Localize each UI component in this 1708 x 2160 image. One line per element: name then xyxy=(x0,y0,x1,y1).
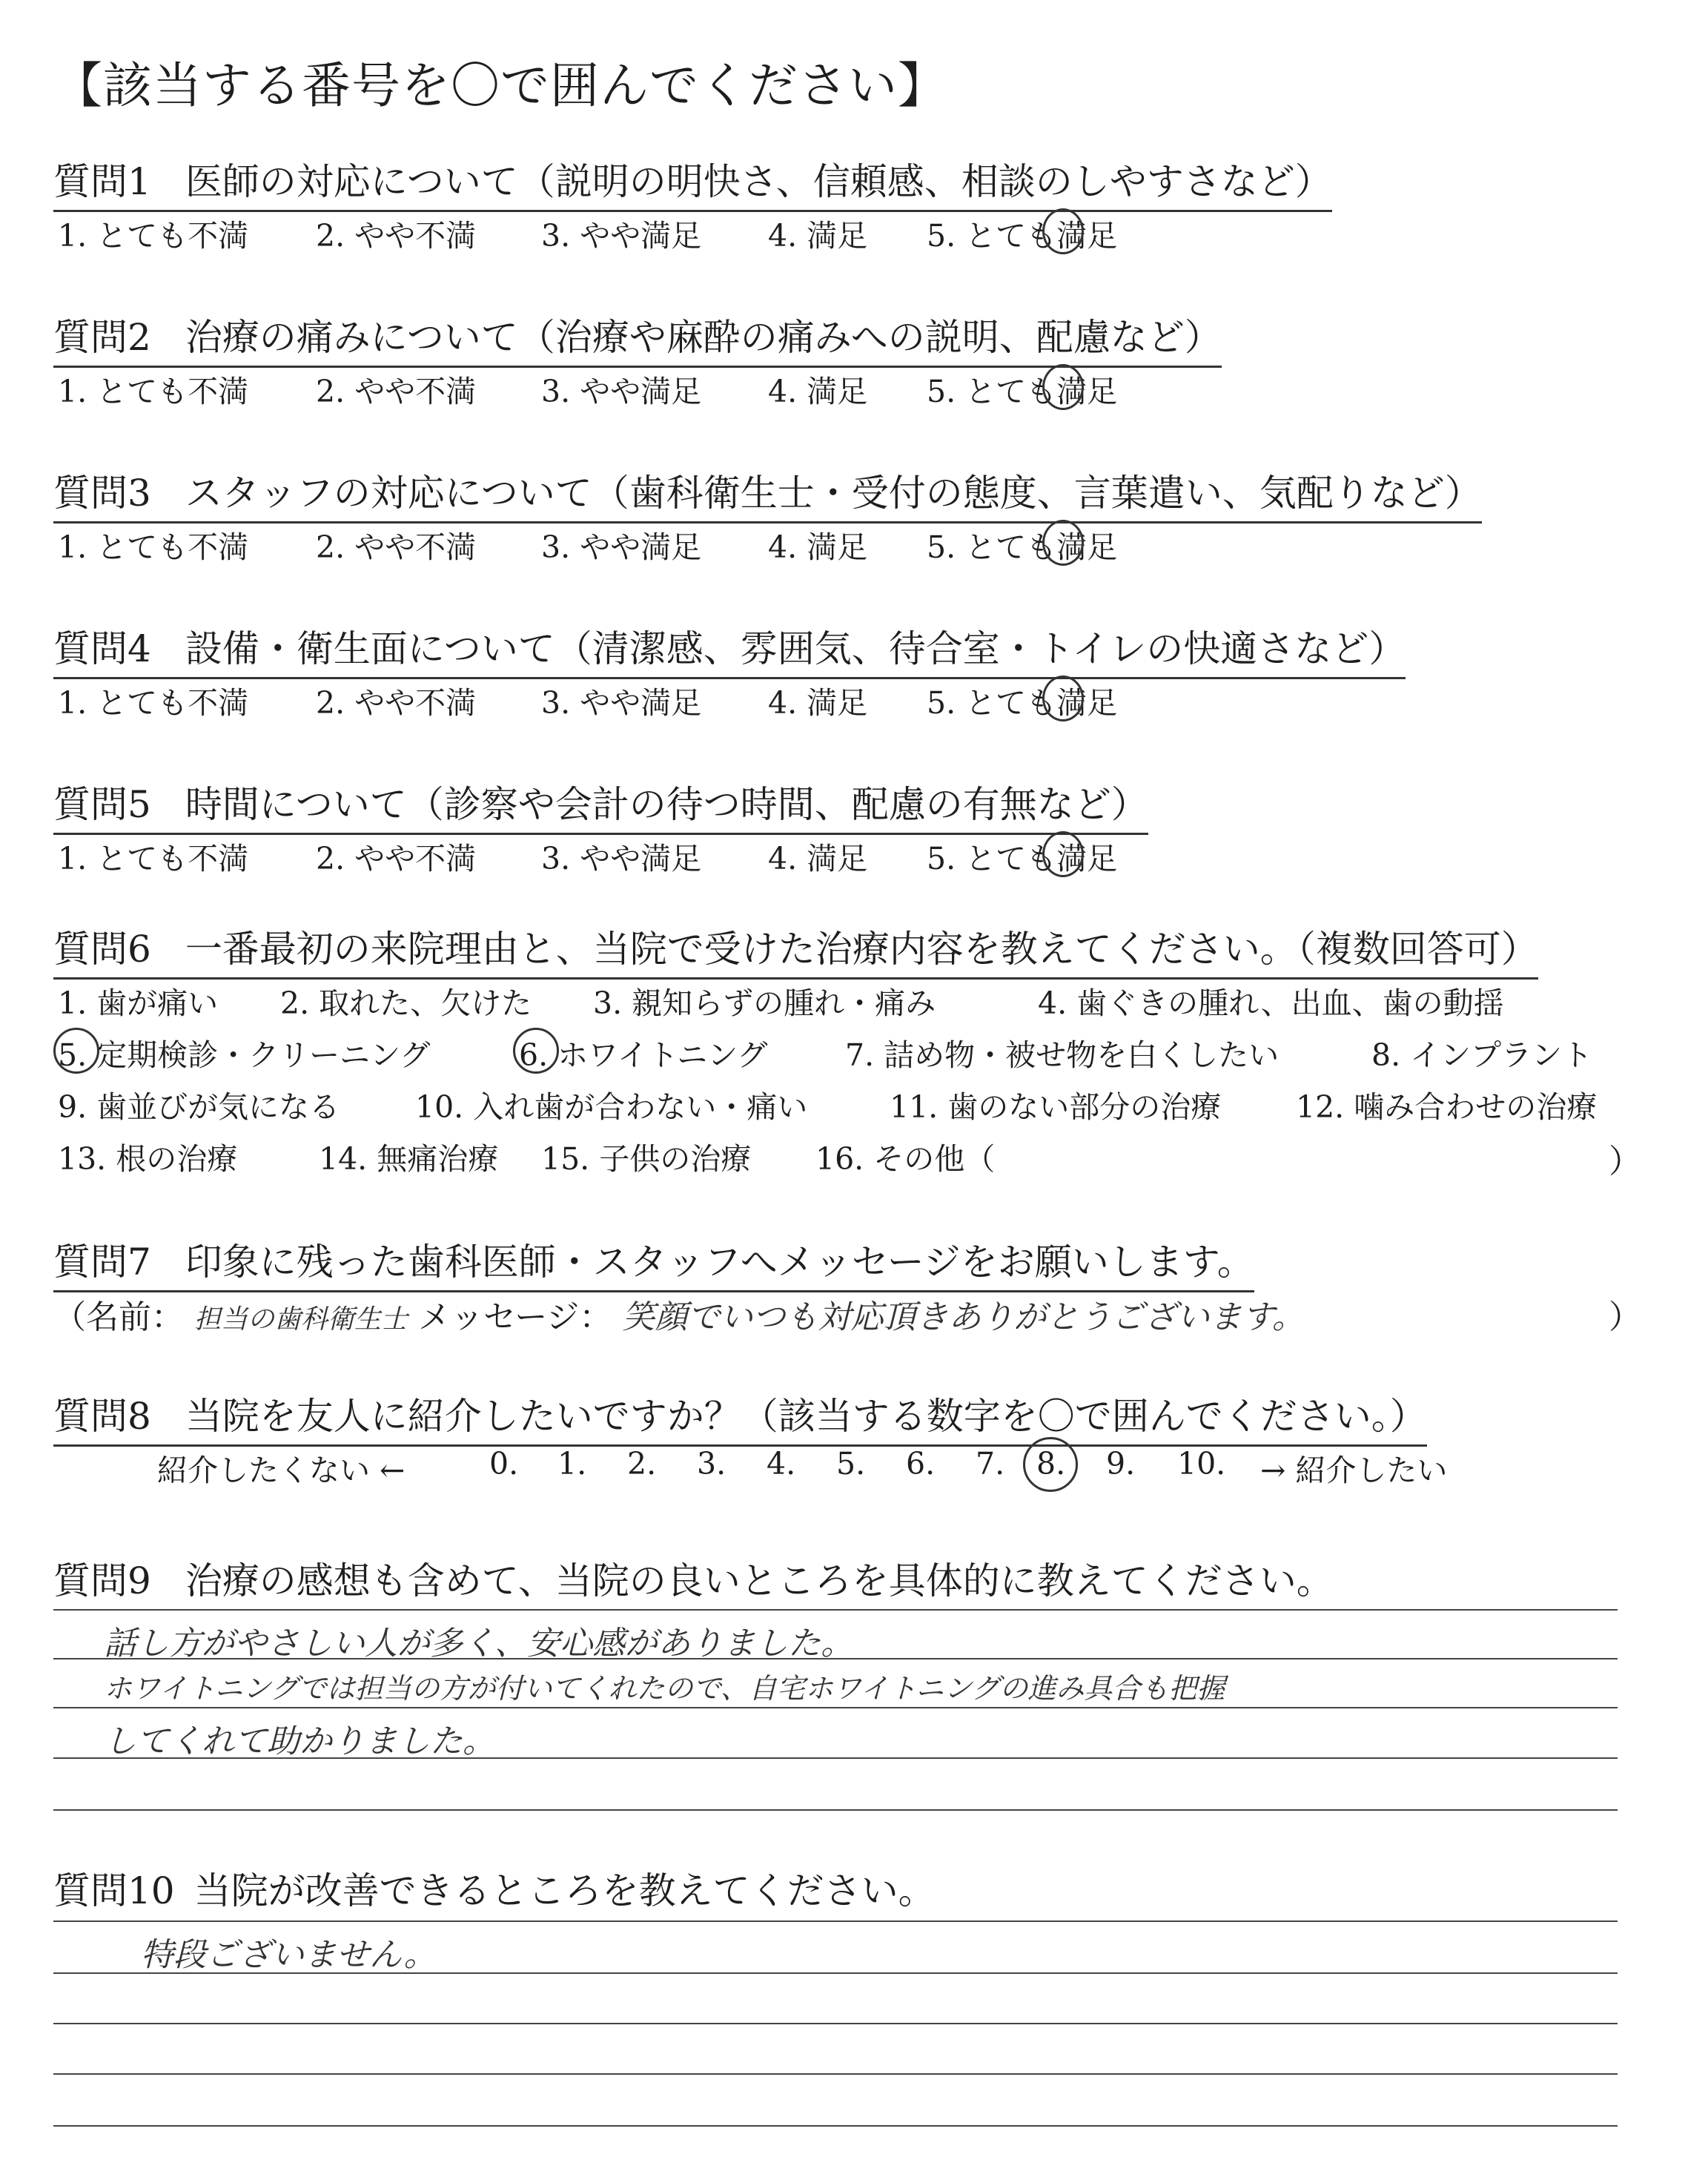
q8-scale-0[interactable]: 0. xyxy=(489,1446,519,1482)
q3-label: 質問3 xyxy=(53,472,151,515)
q10-text: 当院が改善できるところを教えてください。 xyxy=(193,1869,936,1912)
q9-answer-line-3 xyxy=(53,1707,1618,1708)
q5-text: 時間について（診察や会計の待つ時間、配慮の有無など） xyxy=(185,783,1148,826)
q6-option-1[interactable]: 1. 歯が痛い xyxy=(58,985,219,1021)
q5-option-2[interactable]: 2. やや不満 xyxy=(316,841,477,876)
q4-option-1[interactable]: 1. とても不満 xyxy=(58,685,249,721)
q7-name-prefix: （名前： xyxy=(53,1298,184,1336)
q7-heading xyxy=(53,1232,1254,1292)
q4-text: 設備・衛生面について（清潔感、雰囲気、待合室・トイレの快適さなど） xyxy=(185,627,1406,670)
q10-answer-line-3 xyxy=(53,2023,1618,2024)
q2-option-1[interactable]: 1. とても不満 xyxy=(58,374,249,409)
q8-scale-2[interactable]: 2. xyxy=(627,1446,657,1482)
q4-option-2[interactable]: 2. やや不満 xyxy=(316,685,477,721)
q6-heading xyxy=(53,919,1538,980)
q8-left-label: 紹介したくない ← xyxy=(157,1453,406,1488)
q8-scale-10[interactable]: 10. xyxy=(1177,1446,1226,1482)
q9-answer-line-5 xyxy=(53,1809,1618,1811)
q5-label: 質問5 xyxy=(53,783,151,826)
q10-answer-line-5 xyxy=(53,2125,1618,2127)
q4-option-5[interactable]: 5. とても満足 xyxy=(927,685,1118,721)
q4-label: 質問4 xyxy=(53,627,151,670)
q8-right-label: → 紹介したい xyxy=(1260,1453,1448,1488)
q7-message-value[interactable]: 笑顔でいつも対応頂きありがとうございます。 xyxy=(622,1298,1305,1336)
q1-label: 質問1 xyxy=(53,160,151,203)
q6-option-10[interactable]: 10. 入れ歯が合わない・痛い xyxy=(415,1089,808,1125)
q6-option-3[interactable]: 3. 親知らずの腫れ・痛み xyxy=(593,985,936,1021)
q8-label: 質問8 xyxy=(53,1395,151,1438)
q10-answer-line-1 xyxy=(53,1920,1618,1922)
q2-heading xyxy=(53,308,1222,368)
q6-option-9[interactable]: 9. 歯並びが気になる xyxy=(58,1089,340,1125)
q3-option-2[interactable]: 2. やや不満 xyxy=(316,529,477,565)
q6-option-14[interactable]: 14. 無痛治療 xyxy=(319,1141,499,1177)
q5-option-4[interactable]: 4. 満足 xyxy=(768,841,868,876)
q8-scale-3[interactable]: 3. xyxy=(697,1446,726,1482)
form-title: 【該当する番号を〇で囲んでください】 xyxy=(53,57,947,114)
q4-selection-circle xyxy=(1042,676,1084,721)
q8-scale-7[interactable]: 7. xyxy=(976,1446,1005,1482)
q1-heading xyxy=(53,152,1332,212)
q5-heading xyxy=(53,775,1148,835)
q5-option-3[interactable]: 3. やや満足 xyxy=(541,841,702,876)
q3-text: スタッフの対応について（歯科衛生士・受付の態度、言葉遣い、気配りなど） xyxy=(185,472,1482,515)
q6-selection-circle-1 xyxy=(53,1028,99,1074)
q9-answer-line-1 xyxy=(53,1609,1618,1611)
q1-text: 医師の対応について（説明の明快さ、信頼感、相談のしやすさなど） xyxy=(185,160,1332,203)
q7-name-value[interactable]: 担当の歯科衛生士 xyxy=(194,1304,408,1335)
q3-option-1[interactable]: 1. とても不満 xyxy=(58,529,249,565)
q8-scale-4[interactable]: 4. xyxy=(767,1446,796,1482)
q2-text: 治療の痛みについて（治療や麻酔の痛みへの説明、配慮など） xyxy=(185,316,1222,359)
q2-option-2[interactable]: 2. やや不満 xyxy=(316,374,477,409)
q6-option-13[interactable]: 13. 根の治療 xyxy=(58,1141,238,1177)
q7-text: 印象に残った歯科医師・スタッフへメッセージをお願いします。 xyxy=(185,1241,1254,1284)
q8-scale-1[interactable]: 1. xyxy=(557,1446,587,1482)
q1-option-2[interactable]: 2. やや不満 xyxy=(316,218,477,254)
q8-selection-circle xyxy=(1023,1437,1078,1492)
q1-selection-circle xyxy=(1042,208,1084,254)
q1-option-1[interactable]: 1. とても不満 xyxy=(58,218,249,254)
q2-selection-circle xyxy=(1042,364,1084,410)
q5-selection-circle xyxy=(1042,831,1084,877)
q2-option-5[interactable]: 5. とても満足 xyxy=(927,374,1118,409)
q3-option-3[interactable]: 3. やや満足 xyxy=(541,529,702,565)
q1-option-3[interactable]: 3. やや満足 xyxy=(541,218,702,254)
q6-text: 一番最初の来院理由と、当院で受けた治療内容を教えてください。（複数回答可） xyxy=(185,928,1538,971)
q7-label: 質問7 xyxy=(53,1241,151,1284)
q2-option-3[interactable]: 3. やや満足 xyxy=(541,374,702,409)
q8-scale-6[interactable]: 6. xyxy=(906,1446,936,1482)
q5-option-1[interactable]: 1. とても不満 xyxy=(58,841,249,876)
q4-option-4[interactable]: 4. 満足 xyxy=(768,685,868,721)
q6-option-5[interactable]: 5. 定期検診・クリーニング xyxy=(58,1037,431,1073)
q9-label: 質問9 xyxy=(53,1559,151,1602)
q2-option-4[interactable]: 4. 満足 xyxy=(768,374,868,409)
q10-answer-text-1[interactable]: 特段ございません。 xyxy=(141,1936,437,1974)
q5-option-5[interactable]: 5. とても満足 xyxy=(927,841,1118,876)
q10-heading xyxy=(53,1861,936,1915)
q9-answer-text-1[interactable]: 話し方がやさしい人が多く、安心感がありました。 xyxy=(104,1625,854,1662)
q9-answer-text-2[interactable]: ホワイトニングでは担当の方が付いてくれたので、自宅ホワイトニングの進み具合も把握 xyxy=(104,1672,1225,1705)
q4-option-3[interactable]: 3. やや満足 xyxy=(541,685,702,721)
q3-selection-circle xyxy=(1042,520,1084,566)
q6-option-8[interactable]: 8. インプラント xyxy=(1371,1037,1593,1073)
q3-option-4[interactable]: 4. 満足 xyxy=(768,529,868,565)
q10-answer-line-4 xyxy=(53,2073,1618,2075)
q6-option-7[interactable]: 7. 詰め物・被せ物を白くしたい xyxy=(845,1037,1280,1073)
q3-heading xyxy=(53,463,1482,524)
q8-scale-5[interactable]: 5. xyxy=(836,1446,866,1482)
q6-option-15[interactable]: 15. 子供の治療 xyxy=(541,1141,752,1177)
q6-option-6[interactable]: 6. ホワイトニング xyxy=(519,1037,768,1073)
q8-text: 当院を友人に紹介したいですか？（該当する数字を〇で囲んでください。） xyxy=(185,1395,1427,1438)
q7-message-row xyxy=(53,1290,1305,1338)
q8-scale-8[interactable]: 8. xyxy=(1036,1446,1066,1482)
q6-option-16[interactable]: 16. その他（ xyxy=(815,1141,996,1177)
q6-close-paren: ） xyxy=(1609,1143,1641,1180)
q6-option-12[interactable]: 12. 噛み合わせの治療 xyxy=(1296,1089,1598,1125)
q1-option-4[interactable]: 4. 満足 xyxy=(768,218,868,254)
q6-option-4[interactable]: 4. 歯ぐきの腫れ、出血、歯の動揺 xyxy=(1038,985,1504,1021)
q6-option-11[interactable]: 11. 歯のない部分の治療 xyxy=(890,1089,1222,1125)
q6-label: 質問6 xyxy=(53,928,151,971)
q2-label: 質問2 xyxy=(53,316,151,359)
q1-option-5[interactable]: 5. とても満足 xyxy=(927,218,1118,254)
q6-option-2[interactable]: 2. 取れた、欠けた xyxy=(280,985,532,1021)
q7-close-paren: ） xyxy=(1609,1298,1641,1336)
q7-message-label: メッセージ： xyxy=(418,1298,612,1336)
q4-heading xyxy=(53,619,1406,679)
q10-label: 質問10 xyxy=(53,1869,175,1912)
q6-selection-circle-2 xyxy=(513,1028,559,1074)
q8-scale-9[interactable]: 9. xyxy=(1106,1446,1136,1482)
q9-heading xyxy=(53,1551,1334,1605)
q3-option-5[interactable]: 5. とても満足 xyxy=(927,529,1118,565)
q8-heading xyxy=(53,1387,1427,1447)
q9-text: 治療の感想も含めて、当院の良いところを具体的に教えてください。 xyxy=(185,1559,1334,1602)
q9-answer-text-3[interactable]: してくれて助かりました。 xyxy=(104,1723,495,1760)
